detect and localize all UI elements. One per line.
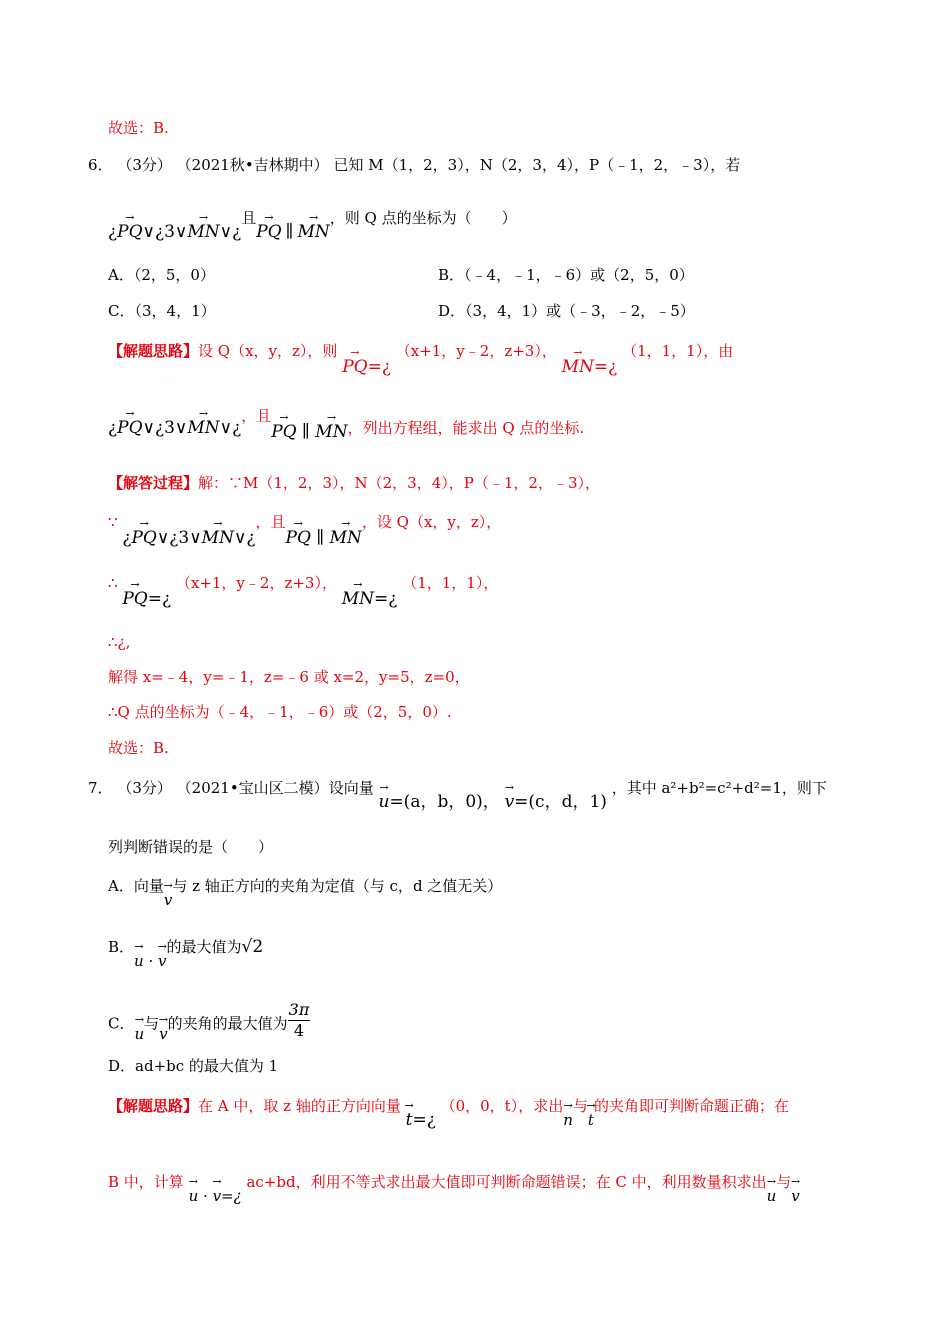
vector-u: → u [378, 792, 389, 812]
q7-option-b[interactable]: B．→ u · → v的最大值为√2 [108, 937, 263, 957]
prev-answer: 故选：B. [108, 119, 169, 137]
q6-process-line5: 解得 x=﹣4，y=﹣1，z=﹣6 或 x=2，y=5，z=0， [108, 668, 470, 686]
vector-mn: → MN [297, 222, 329, 242]
q6-idea-line2: ¿→ PQ∨¿3∨→ MN∨¿，且→ PQ ∥ → MN，列出方程组，能求出 Q 点的坐标. [108, 418, 584, 438]
q7-option-c[interactable]: C．→ u与→ v的夹角的最大值为 $\frac{3\pi}{4}$ [108, 1004, 310, 1045]
q6-number: 6． [88, 156, 113, 174]
vector-pq: → PQ [117, 222, 142, 242]
q6-option-b[interactable]: B．（﹣4，﹣1，﹣6）或（2，5，0） [438, 266, 694, 284]
q7-option-a[interactable]: A．向量→ v与 z 轴正方向的夹角为定值（与 c，d 之值无关） [108, 876, 502, 896]
vector-v: → v [505, 792, 515, 812]
vector-v: → v [164, 890, 172, 910]
q7-option-d[interactable]: D．ad+bc 的最大值为 1 [108, 1057, 279, 1075]
q7-idea-line1: 【解题思路】在 A 中，取 z 轴的正方向向量 → t=¿ （0，0，t），求出→ n与→ t的夹角即可判断命题正确；在 [108, 1096, 789, 1116]
q7-stem-line2: 列判断错误的是（ ） [108, 838, 274, 856]
q7-idea-line2: B 中，计算 → u · → v=¿ ac+bd，利用不等式求出最大值即可判断命题错误；在 C 中，利用数量积求出→ u与→ v [108, 1172, 800, 1192]
vector-pq: → PQ [342, 357, 367, 377]
q6-condition: ¿→ PQ∨¿3∨→ MN∨¿且→ PQ ∥→ MN，则 Q 点的坐标为（ ） [108, 222, 517, 242]
q6-process-line1: 【解答过程】解：∵M（1，2，3），N（2，3，4），P（﹣1，2，﹣3）， [108, 474, 600, 492]
q6-option-c[interactable]: C．（3，4，1） [108, 302, 216, 320]
q6-stem-a: 已知 M（1，2，3），N（2，3，4），P（﹣1，2，﹣3），若 [333, 156, 741, 174]
q6-source: （2021秋•吉林期中） [176, 156, 329, 174]
q6-option-d[interactable]: D．（3，4，1）或（﹣3，﹣2，﹣5） [438, 302, 695, 320]
q6-idea-line1: 【解题思路】设 Q（x，y，z），则 → PQ=¿ （x+1，y﹣2，z+3）， → MN=¿ （1，1，1），由 [108, 341, 733, 361]
q6-score: （3分） [117, 156, 172, 174]
q6-stem-line1 [88, 155, 740, 175]
q6-process-line6: ∴Q 点的坐标为（﹣4，﹣1，﹣6）或（2，5，0）. [108, 703, 452, 721]
q6-answer: 故选：B. [108, 739, 169, 757]
vector-mn: → MN [562, 357, 594, 377]
vector-pq: → PQ [256, 222, 281, 242]
vector-mn: → MN [187, 222, 219, 242]
q6-process-line3: ∴ → PQ=¿ （x+1，y﹣2，z+3）， → MN=¿ （1，1，1）， [108, 573, 498, 593]
q6-process-line4: ∴¿, [108, 633, 131, 651]
q6-process-line2: ∵ ¿→ PQ∨¿3∨→ MN∨¿，且→ PQ ∥ → MN，设 Q（x，y，z）， [108, 512, 501, 532]
fraction-3pi-over-4: $\frac{3\pi}{4}$ [288, 1000, 310, 1040]
q6-option-a[interactable]: A．（2，5，0） [108, 266, 215, 284]
q7-stem-line1: 7． （3分） （2021•宝山区二模）设向量 → u=(a，b，0)， → v=(c，d，1) ，其中 a²+b²=c²+d²=1，则下 [88, 778, 827, 798]
